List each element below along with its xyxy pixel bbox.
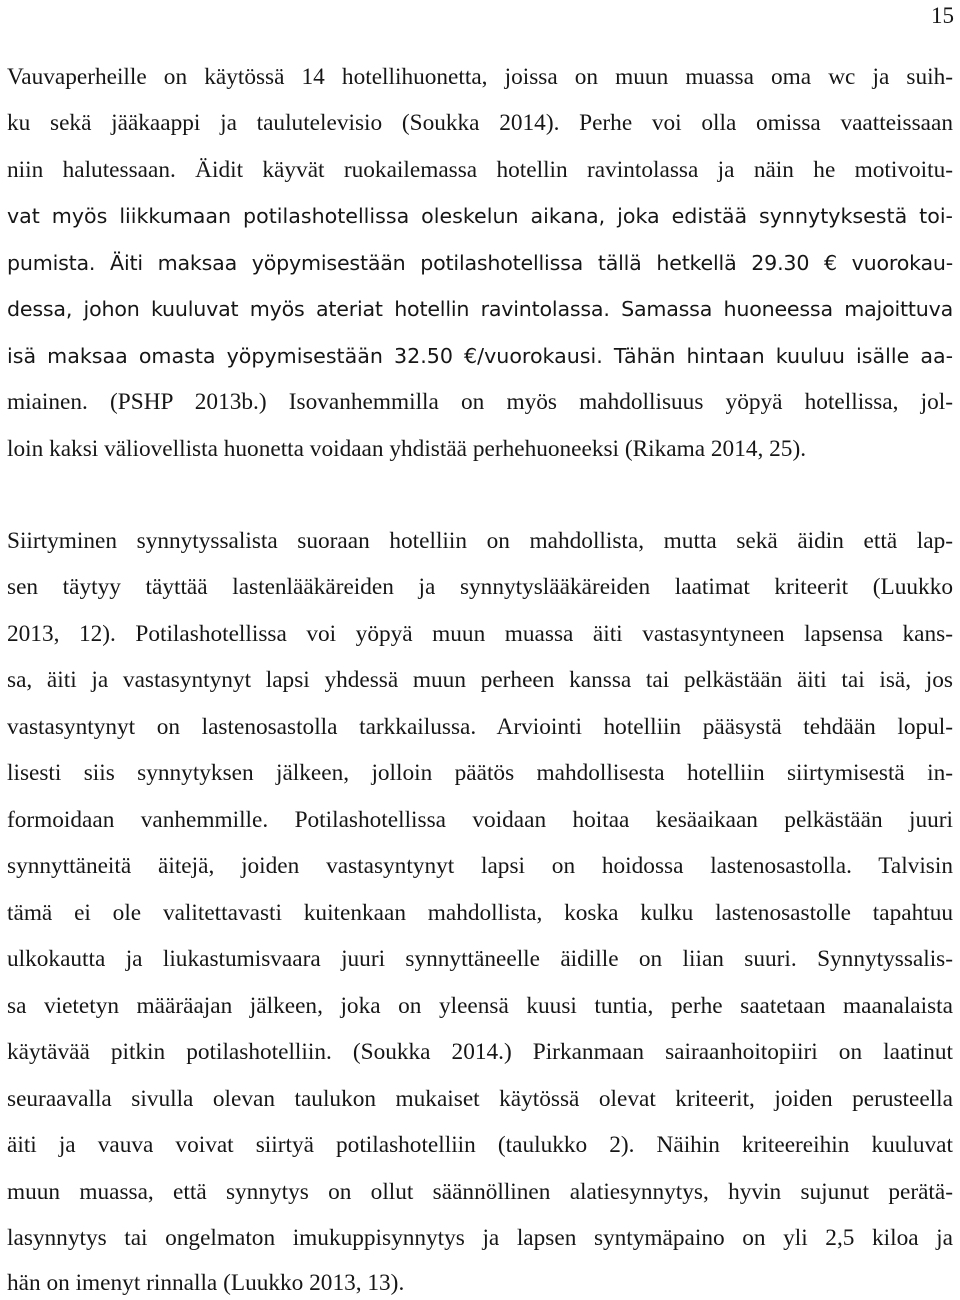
text-line: äiti ja vauva voivat siirtyä potilashotelliin (taulukko 2). Näihin kriteereihin kuuluvat xyxy=(7,1132,953,1158)
text-line: tämä ei ole valitettavasti kuitenkaan mahdollista, koska kulku lastenosastolle tapahtuu xyxy=(7,900,953,926)
text-line: käytävää pitkin potilashotelliin. (Soukka 2014.) Pirkanmaan sairaanhoitopiiri on laatinut xyxy=(7,1039,953,1065)
text-line: seuraavalla sivulla olevan taulukon mukaiset käytössä olevat kriteerit, joiden perusteella xyxy=(7,1086,953,1112)
text-line: niin halutessaan. Äidit käyvät ruokailemassa hotellin ravintolassa ja näin he motivoitu- xyxy=(7,157,953,183)
text-line: sa, äiti ja vastasyntynyt lapsi yhdessä muun perheen kanssa tai pelkästään äiti tai isä, jos xyxy=(7,667,953,693)
page-number: 15 xyxy=(931,3,954,28)
text-line: pumista. Äiti maksaa yöpymisestään potilashotellissa tällä hetkellä 29.30 € vuorokau- xyxy=(7,251,953,275)
text-line: isä maksaa omasta yöpymisestään 32.50 €/vuorokausi. Tähän hintaan kuuluu isälle aa- xyxy=(7,344,953,368)
text-line: ulkokautta ja liukastumisvaara juuri synnyttäneelle äidille on liian suuri. Synnytyssalis- xyxy=(7,946,953,972)
text-line: synnyttäneitä äitejä, joiden vastasyntynyt lapsi on hoidossa lastenosastolla. Talvisin xyxy=(7,853,953,879)
text-line: lasynnytys tai ongelmaton imukuppisynnytys ja lapsen syntymäpaino on yli 2,5 kiloa ja xyxy=(7,1225,953,1251)
text-line: dessa, johon kuuluvat myös ateriat hotellin ravintolassa. Samassa huoneessa majoittuva xyxy=(7,297,953,321)
text-line: miainen. (PSHP 2013b.) Isovanhemmilla on myös mahdollisuus yöpyä hotellissa, jol- xyxy=(7,389,953,415)
text-line: sen täytyy täyttää lastenlääkäreiden ja synnytyslääkäreiden laatimat kriteerit (Luukko xyxy=(7,574,953,600)
text-line: muun muassa, että synnytys on ollut säännöllinen alatiesynnytys, hyvin sujunut perätä- xyxy=(7,1179,953,1205)
text-line: ku sekä jääkaappi ja taulutelevisio (Soukka 2014). Perhe voi olla omissa vaatteissaan xyxy=(7,110,953,136)
text-line: formoidaan vanhemmille. Potilashotellissa voidaan hoitaa kesäaikaan pelkästään juuri xyxy=(7,807,953,833)
text-line: sa vietetyn määräajan jälkeen, joka on yleensä kuusi tuntia, perhe saatetaan maanalaista xyxy=(7,993,953,1019)
text-line: Siirtyminen synnytyssalista suoraan hotelliin on mahdollista, mutta sekä äidin että lap- xyxy=(7,528,953,554)
text-line: hän on imenyt rinnalla (Luukko 2013, 13). xyxy=(7,1270,405,1296)
text-line: lisesti siis synnytyksen jälkeen, jolloin päätös mahdollisesta hotelliin siirtymisestä in- xyxy=(7,760,953,786)
text-line: vastasyntynyt on lastenosastolla tarkkailussa. Arviointi hotelliin pääsystä tehdään lopul- xyxy=(7,714,953,740)
text-line: Vauvaperheille on käytössä 14 hotellihuonetta, joissa on muun muassa oma wc ja suih- xyxy=(7,64,953,90)
text-line: vat myös liikkumaan potilashotellissa oleskelun aikana, joka edistää synnytyksestä toi- xyxy=(7,204,953,228)
text-line: loin kaksi väliovellista huonetta voidaan yhdistää perhehuoneeksi (Rikama 2014, 25). xyxy=(7,436,807,462)
text-line: 2013, 12). Potilashotellissa voi yöpyä muun muassa äiti vastasyntyneen lapsensa kans- xyxy=(7,621,953,647)
